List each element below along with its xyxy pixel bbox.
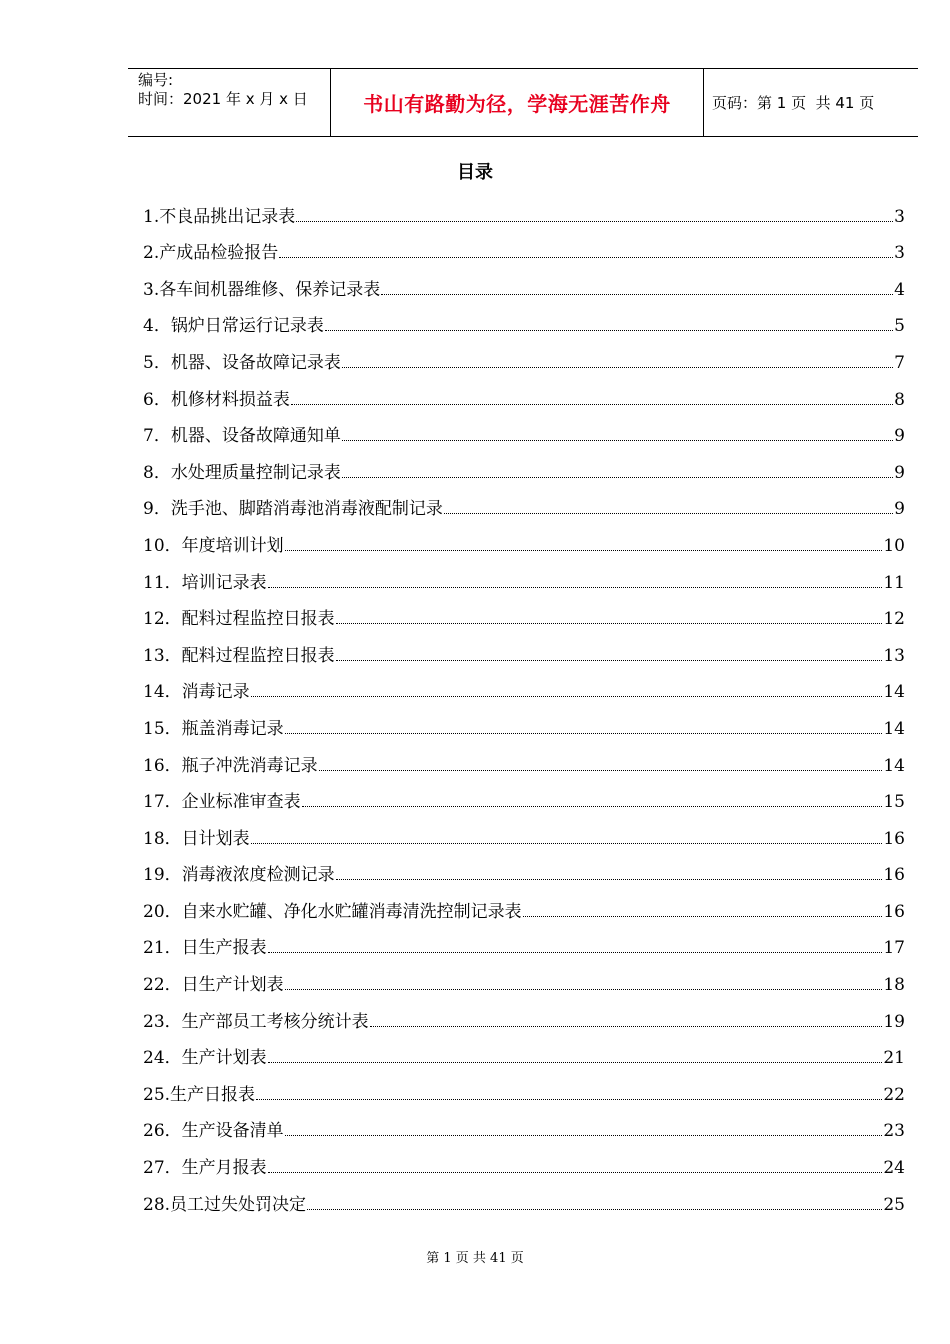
- toc-dot-leader: [381, 294, 893, 295]
- header-page-cell: [704, 69, 918, 136]
- toc-dot-leader: [268, 1172, 883, 1173]
- toc-dot-leader: [319, 770, 883, 771]
- toc-entry-page: 17: [883, 938, 905, 959]
- toc-dot-leader: [307, 1209, 882, 1210]
- toc-entry-page: 24: [883, 1158, 905, 1179]
- toc-entry-page: 21: [883, 1048, 905, 1069]
- toc-entry-label: 24．生产计划表: [143, 1048, 267, 1069]
- toc-entry-label: 23．生产部员工考核分统计表: [143, 1011, 369, 1032]
- toc-dot-leader: [336, 623, 883, 624]
- toc-entry-page: 15: [883, 792, 905, 813]
- toc-entry[interactable]: [143, 263, 905, 300]
- toc-entry-page: 11: [883, 572, 905, 593]
- toc-dot-leader: [268, 952, 883, 953]
- toc-dot-leader: [342, 367, 893, 368]
- toc-entry-page: 9: [894, 499, 905, 520]
- toc-entry[interactable]: [143, 483, 905, 520]
- toc-entry-label: 17．企业标准审查表: [143, 792, 301, 813]
- toc-dot-leader: [370, 1026, 883, 1027]
- toc-entry[interactable]: [143, 1178, 905, 1215]
- toc-entry[interactable]: [143, 812, 905, 849]
- toc-entry-page: 16: [883, 865, 905, 886]
- toc-entry-page: 12: [883, 609, 905, 630]
- toc-entry-page: 14: [883, 755, 905, 776]
- toc-entry-label: 19．消毒液浓度检测记录: [143, 865, 335, 886]
- toc-entry-label: 13．配料过程监控日报表: [143, 645, 335, 666]
- toc-dot-leader: [285, 550, 883, 551]
- toc-entry-label: 10．年度培训计划: [143, 535, 284, 556]
- toc-entry[interactable]: [143, 1068, 905, 1105]
- header-meta: [128, 69, 330, 136]
- toc-entry-label: 2.产成品检验报告: [143, 243, 279, 264]
- toc-entry-page: 16: [883, 901, 905, 922]
- toc-entry-page: 3: [894, 206, 905, 227]
- toc-dot-leader: [268, 587, 883, 588]
- toc-entry-page: 9: [894, 462, 905, 483]
- toc-entry-page: 14: [883, 718, 905, 739]
- toc-entry-label: 7．机器、设备故障通知单: [143, 426, 341, 447]
- toc-entry[interactable]: [143, 922, 905, 959]
- toc-entry-page: 18: [883, 975, 905, 996]
- toc-dot-leader: [251, 843, 883, 844]
- toc-entry-page: 9: [894, 426, 905, 447]
- toc-entry[interactable]: [143, 519, 905, 556]
- toc-entry[interactable]: [143, 227, 905, 264]
- toc-dot-leader: [285, 1135, 883, 1136]
- toc-entry-label: 11．培训记录表: [143, 572, 267, 593]
- document-number-label: 编号:: [138, 71, 174, 89]
- toc-entry[interactable]: [143, 702, 905, 739]
- toc-entry-label: 1.不良品挑出记录表: [143, 206, 296, 227]
- toc-entry[interactable]: [143, 849, 905, 886]
- toc-dot-leader: [342, 440, 893, 441]
- toc-dot-leader: [285, 989, 883, 990]
- page-header: [128, 68, 918, 137]
- toc-entry[interactable]: [143, 1141, 905, 1178]
- toc-entry-label: 20．自来水贮罐、净化水贮罐消毒清洗控制记录表: [143, 901, 522, 922]
- toc-dot-leader: [279, 257, 893, 258]
- toc-entry[interactable]: [143, 776, 905, 813]
- toc-entry-page: 8: [894, 389, 905, 410]
- toc-entry-label: 27．生产月报表: [143, 1158, 267, 1179]
- toc-entry-page: 13: [883, 645, 905, 666]
- toc-entry[interactable]: [143, 300, 905, 337]
- toc-dot-leader: [256, 1099, 882, 1100]
- toc-entry[interactable]: [143, 373, 905, 410]
- toc-entry-label: 14．消毒记录: [143, 682, 250, 703]
- toc-entry-page: 10: [883, 535, 905, 556]
- toc-entry-label: 4．锅炉日常运行记录表: [143, 316, 324, 337]
- toc-entry[interactable]: [143, 666, 905, 703]
- toc-entry-page: 23: [883, 1121, 905, 1142]
- toc-entry-label: 28.员工过失处罚决定: [143, 1194, 307, 1215]
- toc-entry[interactable]: [143, 593, 905, 630]
- toc-entry[interactable]: [143, 336, 905, 373]
- toc-entry-page: 14: [883, 682, 905, 703]
- toc-entry[interactable]: [143, 995, 905, 1032]
- toc-entry[interactable]: [143, 1032, 905, 1069]
- toc-dot-leader: [336, 879, 883, 880]
- footer-page-number: 第 1 页 共 41 页: [426, 1251, 524, 1266]
- toc-dot-leader: [523, 916, 883, 917]
- toc-entry[interactable]: [143, 739, 905, 776]
- toc-entry[interactable]: [143, 629, 905, 666]
- toc-entry-page: 19: [883, 1011, 905, 1032]
- toc-dot-leader: [302, 806, 883, 807]
- toc-dot-leader: [251, 696, 883, 697]
- toc-entry-page: 3: [894, 243, 905, 264]
- toc-dot-leader: [291, 404, 893, 405]
- toc-dot-leader: [325, 330, 893, 331]
- page-footer: [0, 1247, 950, 1266]
- toc-dot-leader: [444, 513, 893, 514]
- header-page-info: 页码：第 1 页 共 41 页: [712, 94, 875, 112]
- toc-entry-page: 5: [894, 316, 905, 337]
- toc-entry-label: 5．机器、设备故障记录表: [143, 352, 341, 373]
- toc-entry-label: 25.生产日报表: [143, 1084, 256, 1105]
- toc-entry-label: 21．日生产报表: [143, 938, 267, 959]
- toc-entry-label: 12．配料过程监控日报表: [143, 609, 335, 630]
- toc-entry-label: 15．瓶盖消毒记录: [143, 718, 284, 739]
- toc-entry-label: 16．瓶子冲洗消毒记录: [143, 755, 318, 776]
- toc-entry-label: 18．日计划表: [143, 828, 250, 849]
- toc-dot-leader: [285, 733, 883, 734]
- header-slogan-cell: [330, 69, 704, 136]
- toc-entry-label: 3.各车间机器维修、保养记录表: [143, 279, 381, 300]
- toc-entry-label: 26．生产设备清单: [143, 1121, 284, 1142]
- toc-entry[interactable]: [143, 446, 905, 483]
- toc-entry-label: 6．机修材料损益表: [143, 389, 290, 410]
- toc-entry-page: 7: [894, 352, 905, 373]
- toc-entry[interactable]: [143, 556, 905, 593]
- toc-dot-leader: [336, 660, 883, 661]
- toc-entry-page: 16: [883, 828, 905, 849]
- toc-entry[interactable]: [143, 958, 905, 995]
- toc-entry-label: 22．日生产计划表: [143, 975, 284, 996]
- toc-entry-page: 4: [894, 279, 905, 300]
- toc-entry[interactable]: [143, 410, 905, 447]
- toc-entry[interactable]: [143, 190, 905, 227]
- toc-entry-page: 22: [883, 1084, 905, 1105]
- toc-entry[interactable]: [143, 1105, 905, 1142]
- toc-dot-leader: [296, 221, 893, 222]
- toc-entry[interactable]: [143, 885, 905, 922]
- toc-entry-page: 25: [883, 1194, 905, 1215]
- toc-dot-leader: [342, 477, 893, 478]
- table-of-contents: [143, 190, 905, 1215]
- header-slogan: 书山有路勤为径，学海无涯苦作舟: [363, 92, 671, 116]
- toc-entry-label: 8．水处理质量控制记录表: [143, 462, 341, 483]
- toc-entry-label: 9．洗手池、脚踏消毒池消毒液配制记录: [143, 499, 443, 520]
- toc-title: 目录: [457, 162, 493, 183]
- toc-dot-leader: [268, 1062, 883, 1063]
- document-time-label: 时间：2021 年 x 月 x 日: [138, 90, 308, 108]
